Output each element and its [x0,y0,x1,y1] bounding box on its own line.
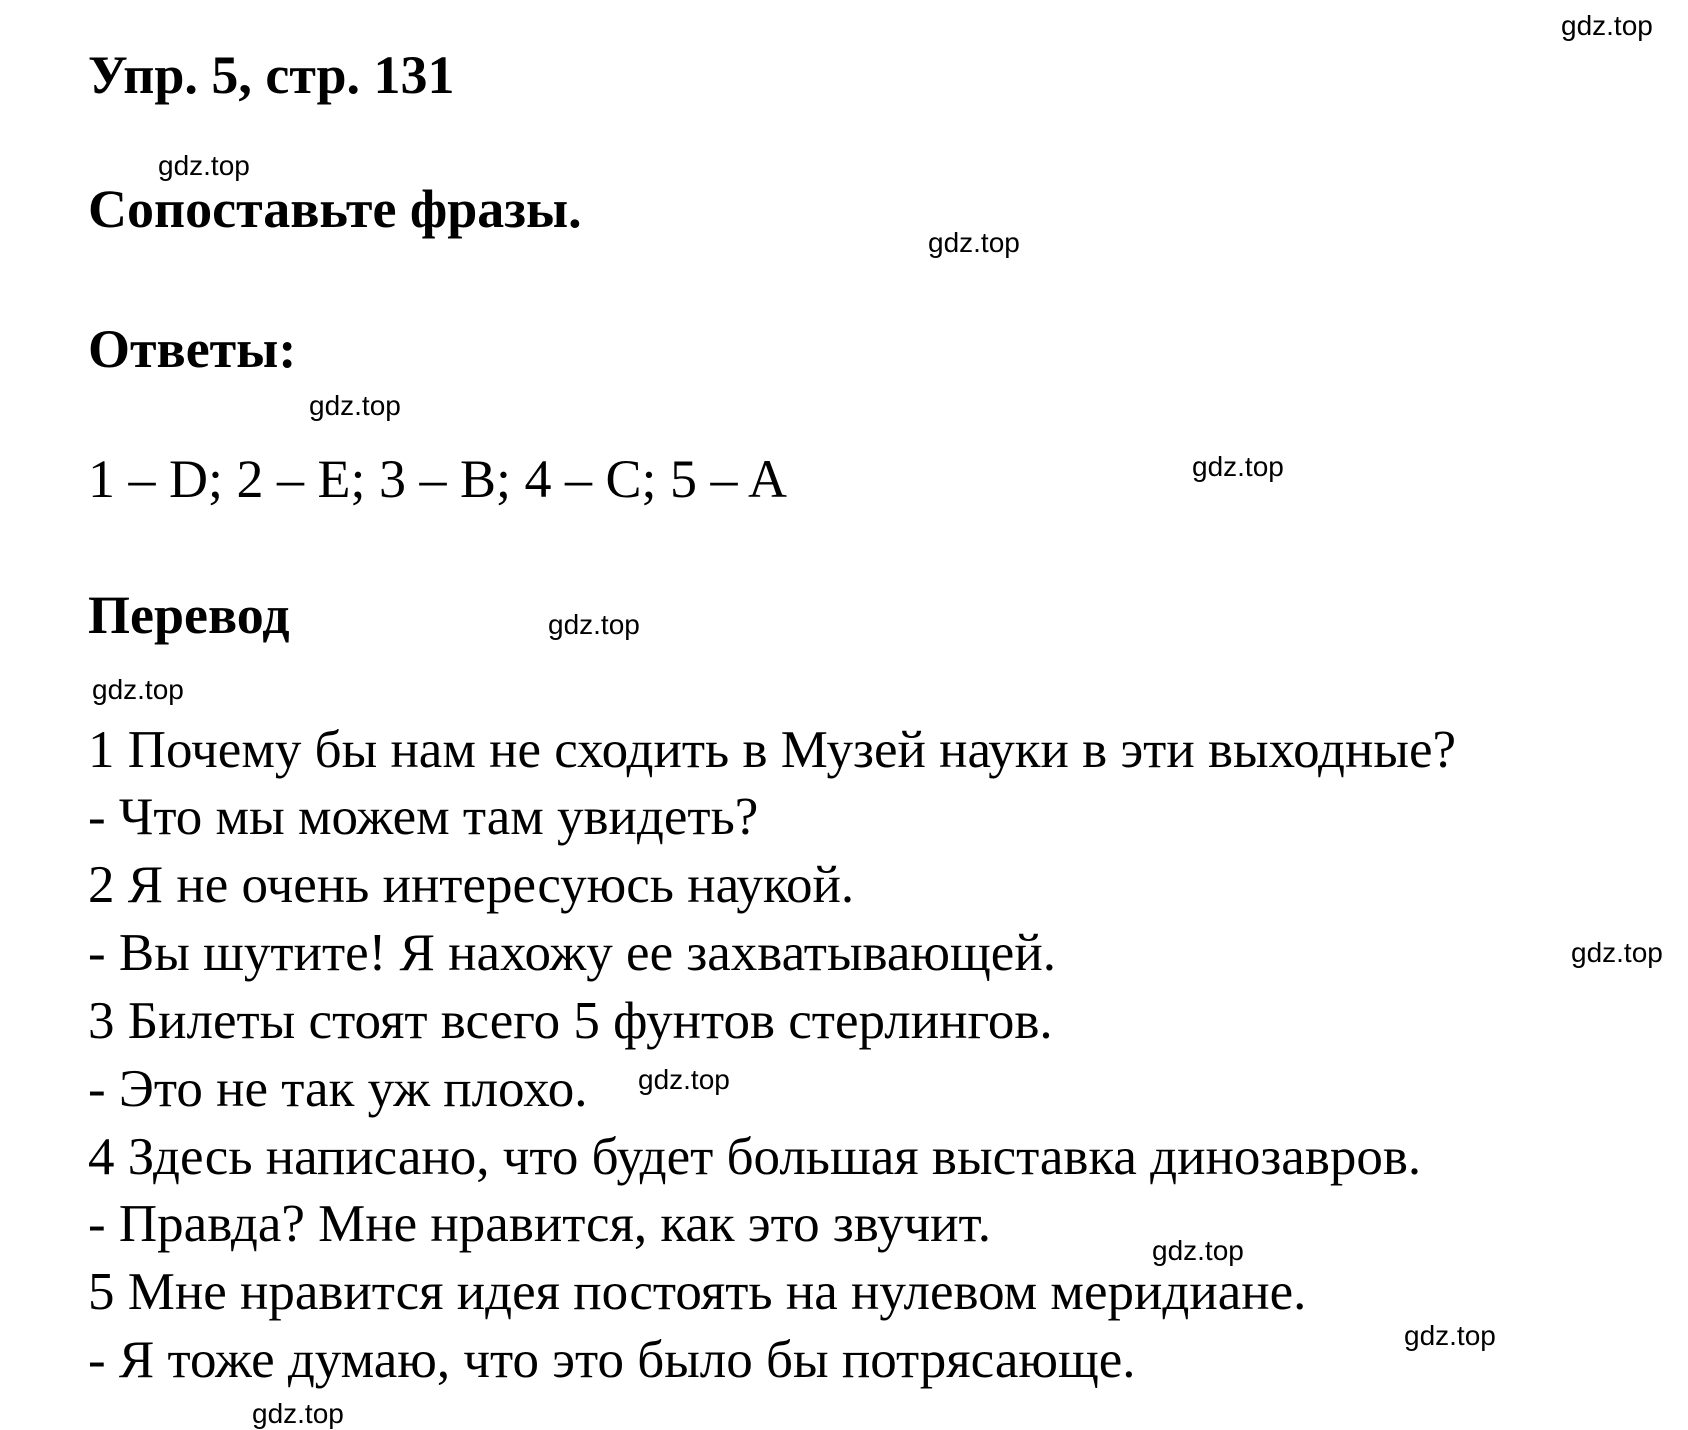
watermark: gdz.top [548,609,640,640]
translation-line: - Я тоже думаю, что это было бы потрясающе. [88,1331,1136,1389]
answers-line: 1 – D; 2 – E; 3 – B; 4 – C; 5 – A [88,449,788,509]
translation-line: 5 Мне нравится идея постоять на нулевом меридиане. [88,1263,1307,1321]
answers-heading: Ответы: [88,319,297,379]
watermark: gdz.top [158,150,250,181]
watermark: gdz.top [1561,10,1653,41]
translation-line: 1 Почему бы нам не сходить в Музей науки в эти выходные? [88,721,1457,779]
watermark: gdz.top [1152,1235,1244,1266]
translation-line: 3 Билеты стоят всего 5 фунтов стерлингов. [88,992,1053,1050]
translation-line: - Это не так уж плохо. [88,1060,588,1118]
translation-line: - Правда? Мне нравится, как это звучит. [88,1195,991,1253]
exercise-title: Упр. 5, стр. 131 [88,45,455,105]
translation-heading: Перевод [88,585,290,645]
translation-line: 4 Здесь написано, что будет большая выставка динозавров. [88,1128,1422,1186]
translation-line: - Вы шутите! Я нахожу ее захватывающей. [88,924,1056,982]
watermark: gdz.top [252,1398,344,1429]
watermark: gdz.top [1192,451,1284,482]
watermark: gdz.top [309,390,401,421]
watermark: gdz.top [928,227,1020,258]
translation-line: 2 Я не очень интересуюсь наукой. [88,856,855,914]
watermark: gdz.top [92,674,184,705]
translation-line: - Что мы можем там увидеть? [88,788,759,846]
task-instruction: Сопоставьте фразы. [88,179,582,239]
watermark: gdz.top [1571,937,1663,968]
watermark: gdz.top [638,1064,730,1095]
watermark: gdz.top [1404,1320,1496,1351]
